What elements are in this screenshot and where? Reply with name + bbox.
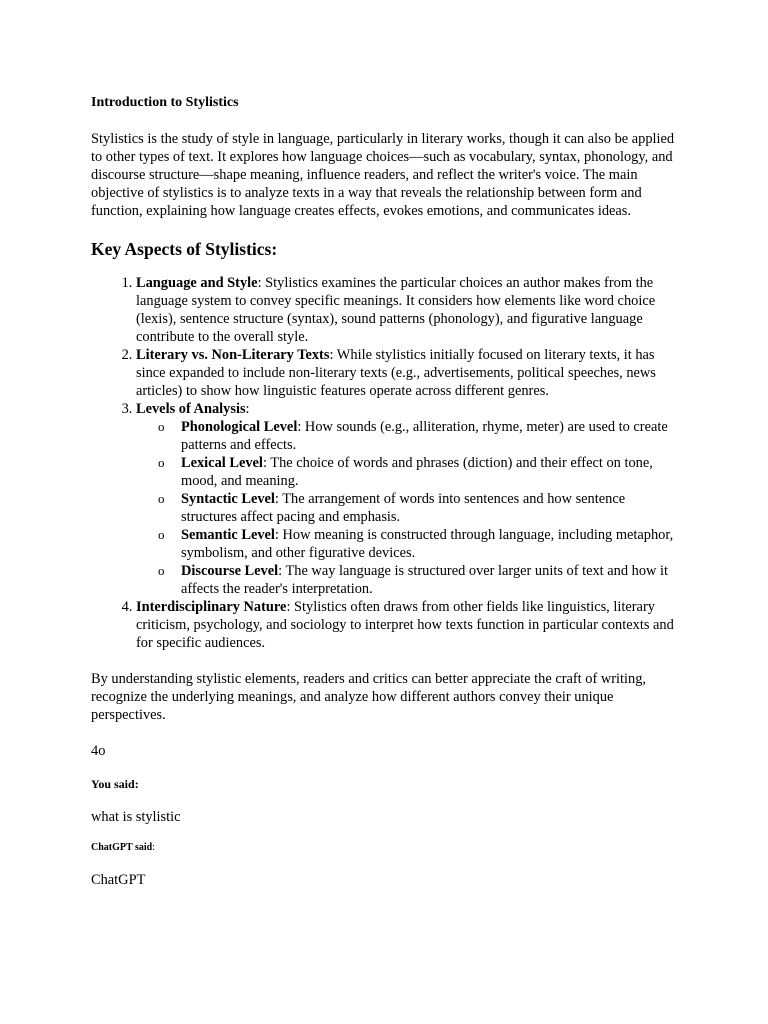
level-text: : The choice of words and phrases (diction) and their effect on tone, mood, and meaning.	[181, 455, 653, 489]
list-item	[136, 400, 680, 598]
section-heading: Key Aspects of Stylistics:	[91, 239, 278, 259]
level-term: Lexical Level	[181, 455, 263, 471]
chatgpt-said-label	[91, 842, 680, 854]
aspect-text: : Stylistics often draws from other fields like linguistics, literary criticism, psychology, and sociology to interpret how texts function in particular contexts and for specific audiences.	[136, 599, 674, 651]
document-title: Introduction to Stylistics	[91, 95, 239, 110]
aspect-term: Levels of Analysis	[136, 401, 246, 417]
list-item	[181, 418, 680, 454]
aspect-text: :	[245, 401, 250, 417]
level-text: : The way language is structured over larger units of text and how it affects the reader's interpretation.	[181, 563, 669, 597]
level-text: : The arrangement of words into sentences and how sentence structures affect pacing and emphasis.	[181, 491, 626, 525]
intro-paragraph: Stylistics is the study of style in language, particularly in literary works, though it can also be applied to other types of text. It explores how language choices—such as vocabulary, syntax, phonology, and discourse structure—shape meaning, influence readers, and reflect the writer's voice. The main objective of stylistics is to analyze texts in a way that reveals the relationship between form and function, explaining how language creates effects, evokes emotions, and communicates ideas.	[91, 131, 675, 219]
list-item	[181, 490, 680, 526]
aspects-list	[91, 274, 680, 652]
list-item	[136, 274, 680, 346]
list-item	[181, 454, 680, 490]
aspect-term: Literary vs. Non-Literary Texts	[136, 347, 330, 363]
aspect-term: Language and Style	[136, 275, 258, 291]
chatgpt-said-colon: :	[152, 842, 156, 853]
list-item	[181, 562, 680, 598]
user-question: what is stylistic	[91, 809, 181, 825]
assistant-name: ChatGPT	[91, 872, 146, 888]
model-label: 4o	[91, 743, 106, 759]
list-item	[181, 526, 680, 562]
list-item	[136, 346, 680, 400]
level-text: : How meaning is constructed through language, including metaphor, symbolism, and other figurative devices.	[181, 527, 674, 561]
aspect-text: : While stylistics initially focused on literary texts, it has since expanded to include non-literary texts (e.g., advertisements, political speeches, news articles) to show how linguistic features operate across different genres.	[136, 347, 656, 399]
you-said-label: You said:	[91, 777, 139, 791]
level-text: : How sounds (e.g., alliteration, rhyme, meter) are used to create patterns and effects.	[181, 419, 668, 453]
level-term: Phonological Level	[181, 419, 298, 435]
aspect-term: Interdisciplinary Nature	[136, 599, 287, 615]
level-term: Discourse Level	[181, 563, 279, 579]
list-item	[136, 598, 680, 652]
aspect-text: : Stylistics examines the particular choices an author makes from the language system to convey specific meanings. It considers how elements like word choice (lexis), sentence structure (syntax), sound patterns (phonology), and figurative language contribute to the overall style.	[136, 275, 656, 345]
level-term: Semantic Level	[181, 527, 275, 543]
levels-list	[136, 418, 680, 598]
conclusion-paragraph: By understanding stylistic elements, readers and critics can better appreciate the craft of writing, recognize the underlying meanings, and analyze how different authors convey their unique perspectives.	[91, 671, 647, 723]
level-term: Syntactic Level	[181, 491, 275, 507]
chatgpt-said-text: ChatGPT said	[91, 842, 153, 853]
